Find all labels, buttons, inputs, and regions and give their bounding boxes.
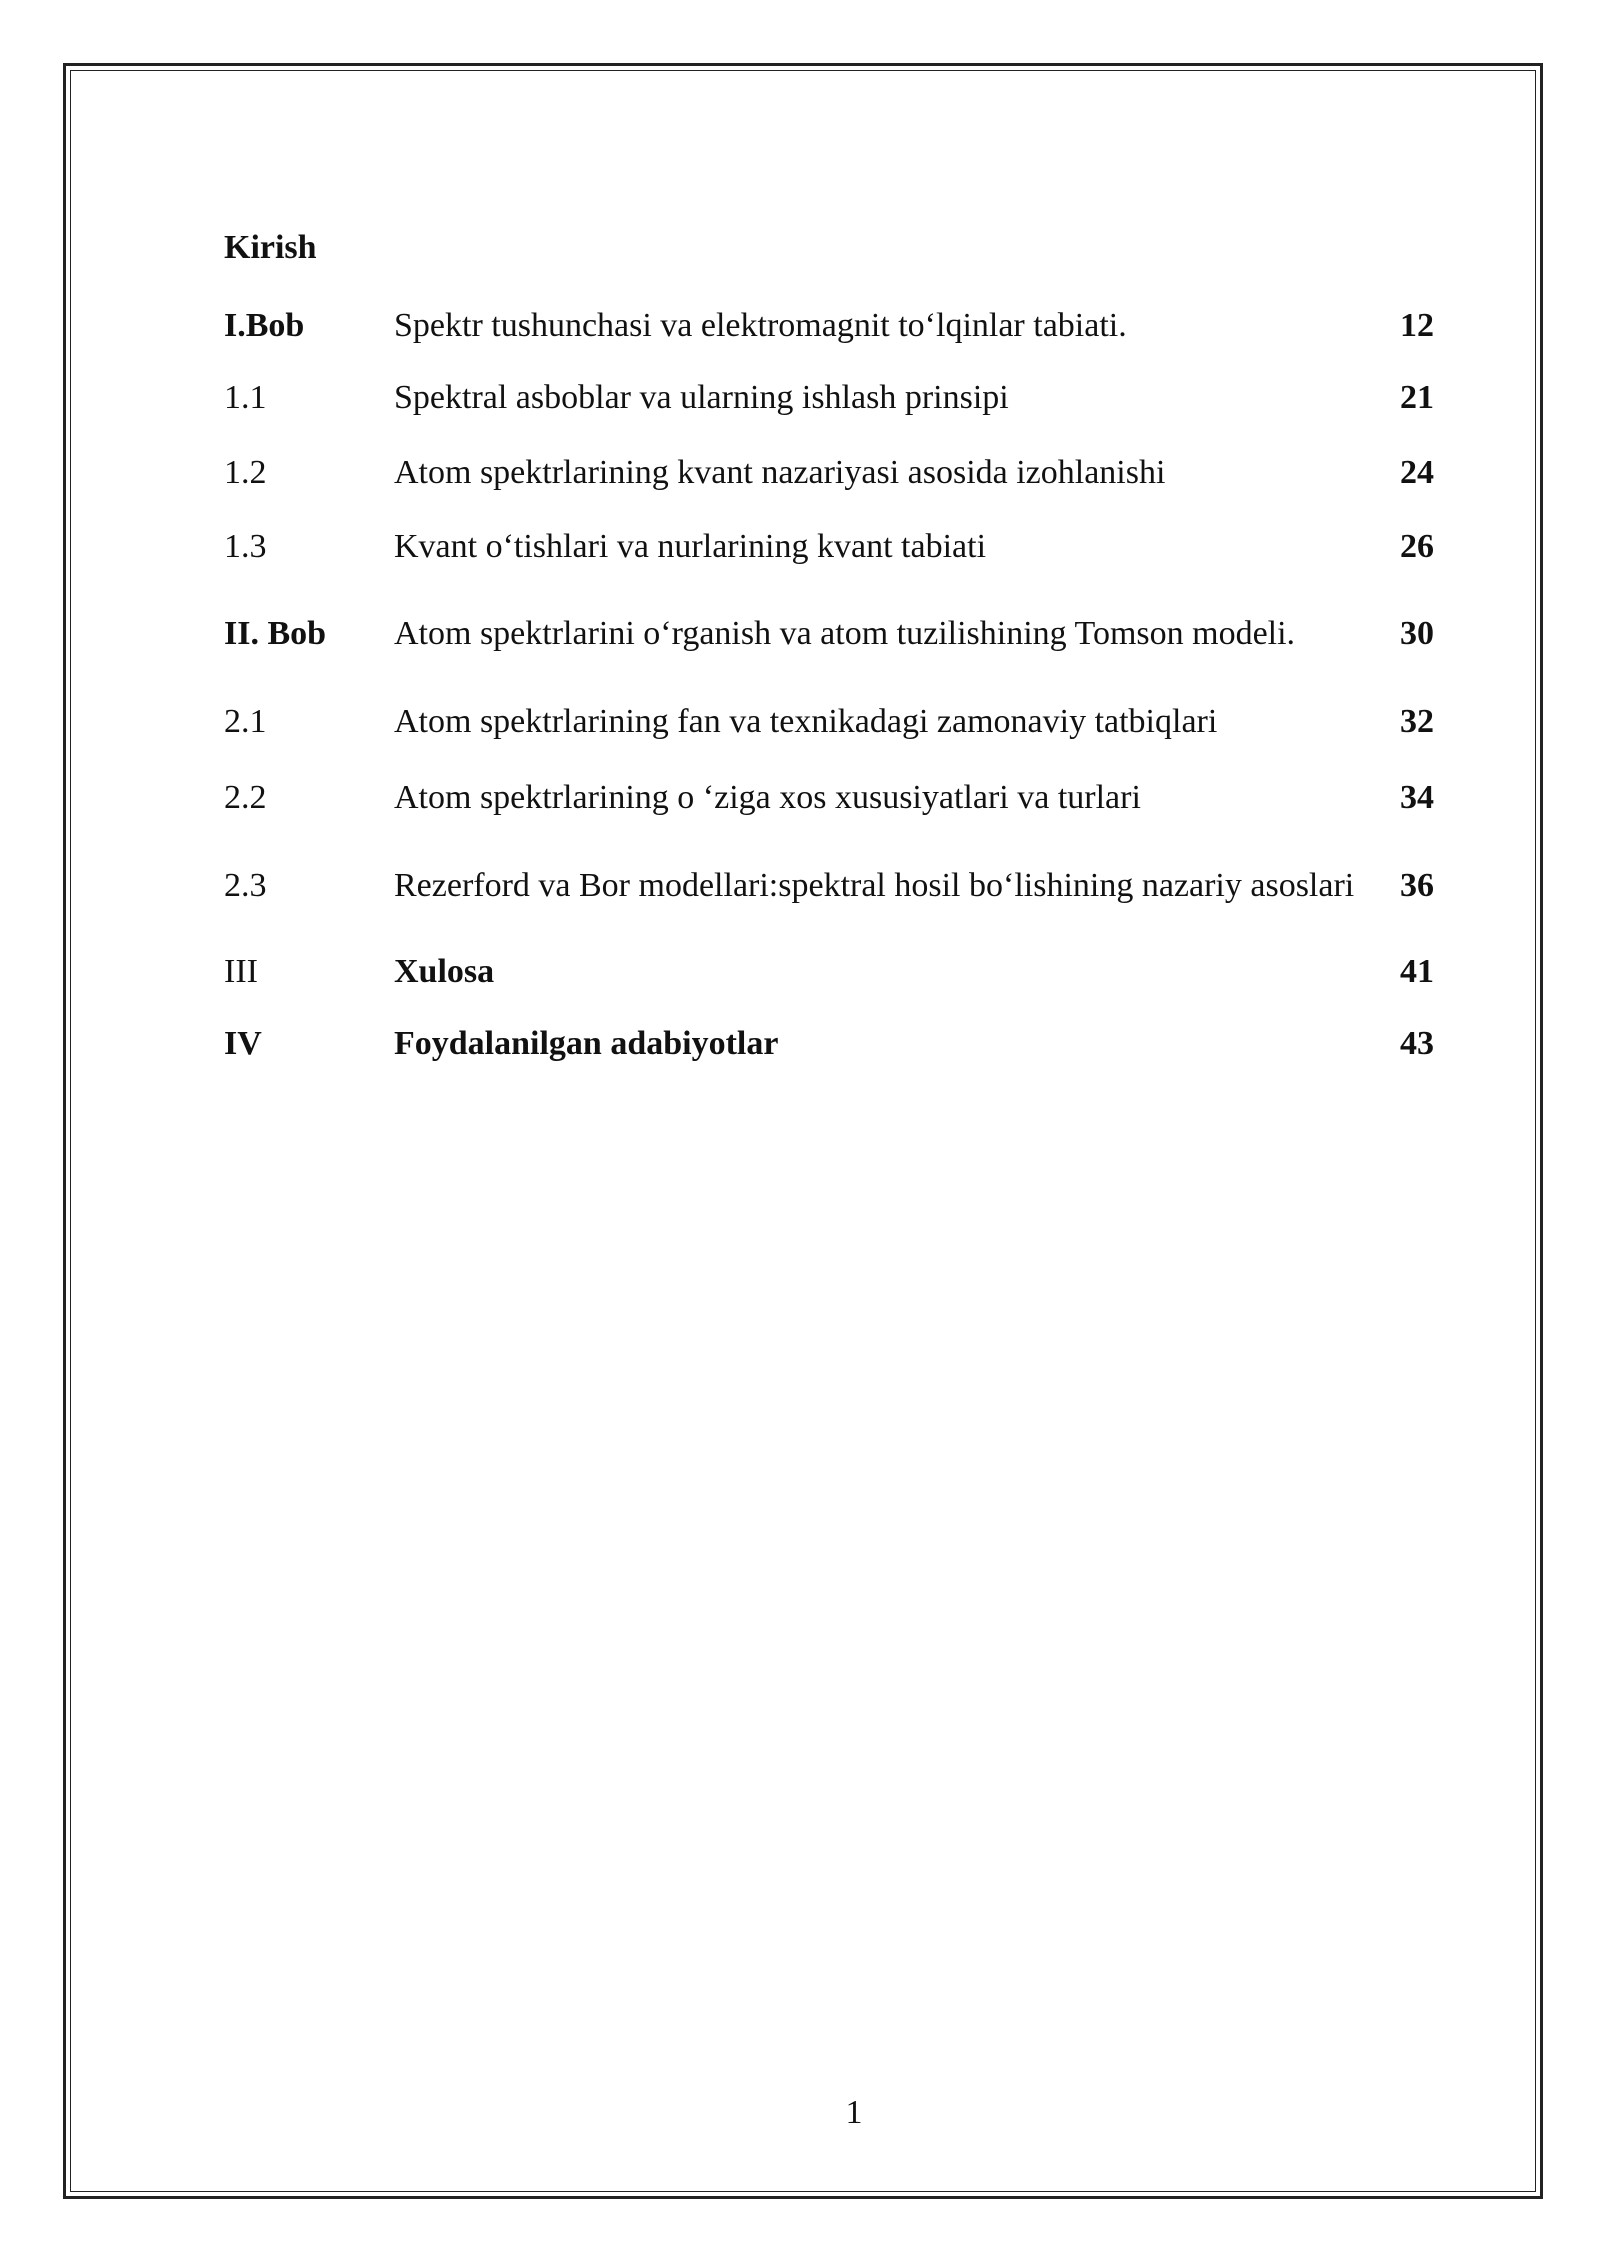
- toc-entry-page: 12: [1400, 307, 1434, 344]
- toc-entry-page: 32: [1400, 703, 1434, 740]
- toc-entry-page: 34: [1400, 779, 1434, 816]
- toc-entry-title: Atom spektrlarini o‘rganish va atom tuzilishining Tomson modeli.: [394, 615, 1296, 652]
- toc-entry: [224, 360, 1434, 436]
- toc-entry: [224, 510, 1434, 584]
- toc-entry-number: IV: [224, 1025, 262, 1062]
- table-of-contents: [224, 228, 1434, 1080]
- toc-entry-page: 24: [1400, 454, 1434, 491]
- toc-entry-number: 1.1: [224, 379, 267, 416]
- toc-entry: [224, 436, 1434, 510]
- toc-entry-number: 1.3: [224, 528, 267, 565]
- toc-entry: [224, 1008, 1434, 1080]
- toc-heading: Kirish: [224, 229, 317, 266]
- toc-entry-title: Kvant o‘tishlari va nurlarining kvant tabiati: [394, 528, 987, 565]
- toc-entry-number: 2.1: [224, 703, 267, 740]
- toc-entry-number: II. Bob: [224, 615, 327, 652]
- toc-entry-title: Foydalanilgan adabiyotlar: [394, 1025, 779, 1062]
- toc-entry-page: 43: [1400, 1025, 1434, 1062]
- toc-entry: [224, 292, 1434, 360]
- toc-entry-title: Spektr tushunchasi va elektromagnit to‘lqinlar tabiati.: [394, 307, 1127, 344]
- toc-entry: [224, 836, 1434, 936]
- toc-entry-page: 30: [1400, 615, 1434, 652]
- toc-entry-page: 41: [1400, 953, 1434, 990]
- toc-entry-title: Atom spektrlarining kvant nazariyasi asosida izohlanishi: [394, 454, 1166, 491]
- toc-entry-number: 2.2: [224, 779, 267, 816]
- toc-entry-page: 26: [1400, 528, 1434, 565]
- page-number: 1: [845, 2094, 863, 2131]
- toc-entry-title: Rezerford va Bor modellari:spektral hosil bo‘lishining nazariy asoslari: [394, 867, 1355, 904]
- toc-entry-page: 36: [1400, 867, 1434, 904]
- toc-entry-number: 1.2: [224, 454, 267, 491]
- toc-entry-title: Atom spektrlarining fan va texnikadagi zamonaviy tatbiqlari: [394, 703, 1218, 740]
- toc-entry-title: Atom spektrlarining o ‘ziga xos xususiyatlari va turlari: [394, 779, 1141, 816]
- toc-entry-title: Spektral asboblar va ularning ishlash prinsipi: [394, 379, 1009, 416]
- toc-entry: [224, 760, 1434, 836]
- toc-entry: [224, 584, 1434, 684]
- toc-entry-number: 2.3: [224, 867, 267, 904]
- toc-entry: [224, 936, 1434, 1008]
- toc-entry: [224, 684, 1434, 760]
- toc-entry-title: Xulosa: [394, 953, 495, 990]
- toc-entry-page: 21: [1400, 379, 1434, 416]
- toc-entry-number: I.Bob: [224, 307, 305, 344]
- toc-entry-number: III: [224, 953, 258, 990]
